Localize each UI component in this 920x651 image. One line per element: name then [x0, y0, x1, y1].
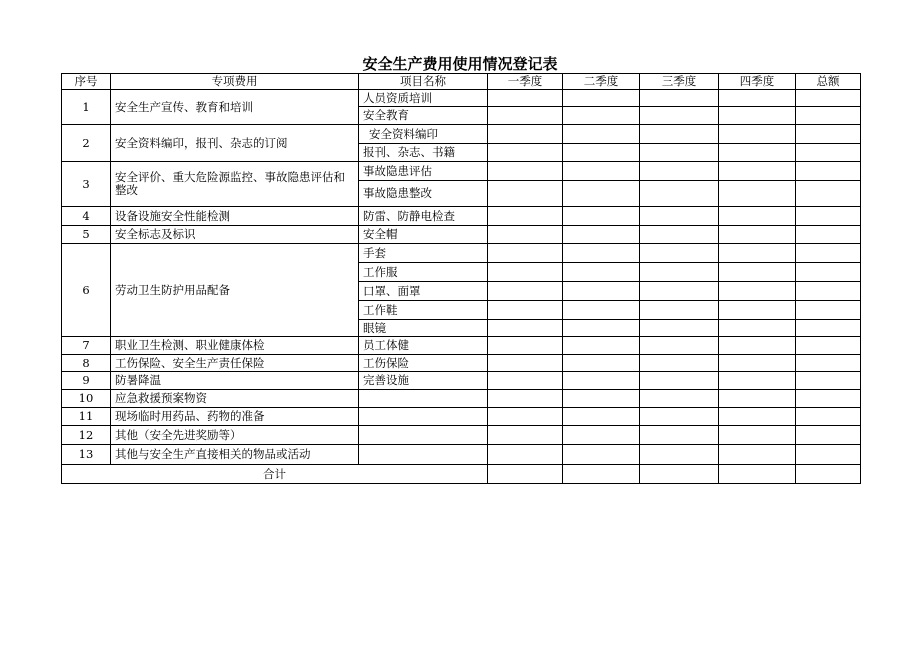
table-row	[62, 162, 861, 181]
total-q1[interactable]	[488, 465, 563, 484]
row-item: 人员资质培训	[359, 90, 488, 107]
amount-cell-q4[interactable]	[719, 445, 796, 465]
row-item: 防雷、防静电检查	[359, 207, 488, 226]
amount-cell-q1[interactable]	[488, 445, 563, 465]
amount-cell-total[interactable]	[796, 162, 861, 181]
amount-cell-q2[interactable]	[563, 125, 640, 144]
amount-cell-q2[interactable]	[563, 355, 640, 372]
amount-cell-q2[interactable]	[563, 162, 640, 181]
row-category: 职业卫生检测、职业健康体检	[111, 337, 359, 355]
amount-cell-q2[interactable]	[563, 426, 640, 445]
row-number: 6	[62, 244, 111, 337]
row-item: 手套	[359, 244, 488, 263]
amount-cell-q2[interactable]	[563, 263, 640, 282]
header-total: 总额	[796, 74, 861, 90]
amount-cell-q4[interactable]	[719, 372, 796, 390]
amount-cell-q1[interactable]	[488, 207, 563, 226]
amount-cell-q4[interactable]	[719, 107, 796, 125]
amount-cell-q3[interactable]	[640, 355, 719, 372]
table-row	[62, 125, 861, 144]
row-number: 9	[62, 372, 111, 390]
table-row	[62, 372, 861, 390]
amount-cell-total[interactable]	[796, 282, 861, 301]
amount-cell-total[interactable]	[796, 320, 861, 337]
amount-cell-q2[interactable]	[563, 207, 640, 226]
amount-cell-q1[interactable]	[488, 372, 563, 390]
amount-cell-q3[interactable]	[640, 144, 719, 162]
amount-cell-q2[interactable]	[563, 90, 640, 107]
row-item	[359, 445, 488, 465]
row-item: 事故隐患评估	[359, 162, 488, 181]
amount-cell-q2[interactable]	[563, 390, 640, 408]
header-row	[62, 74, 861, 90]
row-category: 安全评价、重大危险源监控、事故隐患评估和整改	[111, 162, 359, 207]
amount-cell-q4[interactable]	[719, 355, 796, 372]
table-row	[62, 408, 861, 426]
row-item: 安全资料编印	[359, 125, 488, 144]
amount-cell-q3[interactable]	[640, 107, 719, 125]
row-number: 7	[62, 337, 111, 355]
table-body	[62, 90, 861, 465]
amount-cell-total[interactable]	[796, 107, 861, 125]
row-number: 13	[62, 445, 111, 465]
row-item: 工作服	[359, 263, 488, 282]
amount-cell-q2[interactable]	[563, 144, 640, 162]
amount-cell-q4[interactable]	[719, 181, 796, 207]
header-q1: 一季度	[488, 74, 563, 90]
amount-cell-q2[interactable]	[563, 320, 640, 337]
amount-cell-q4[interactable]	[719, 144, 796, 162]
amount-cell-q1[interactable]	[488, 144, 563, 162]
amount-cell-q4[interactable]	[719, 90, 796, 107]
table-row	[62, 244, 861, 263]
amount-cell-total[interactable]	[796, 355, 861, 372]
amount-cell-total[interactable]	[796, 181, 861, 207]
row-number: 5	[62, 226, 111, 244]
amount-cell-q1[interactable]	[488, 244, 563, 263]
amount-cell-total[interactable]	[796, 244, 861, 263]
row-category: 应急救援预案物资	[111, 390, 359, 408]
row-item: 工作鞋	[359, 301, 488, 320]
table-row	[62, 90, 861, 107]
total-sum[interactable]	[796, 465, 861, 484]
amount-cell-q1[interactable]	[488, 355, 563, 372]
amount-cell-q1[interactable]	[488, 125, 563, 144]
row-category: 防暑降温	[111, 372, 359, 390]
amount-cell-total[interactable]	[796, 426, 861, 445]
row-category: 安全标志及标识	[111, 226, 359, 244]
amount-cell-q4[interactable]	[719, 320, 796, 337]
amount-cell-total[interactable]	[796, 301, 861, 320]
row-category: 现场临时用药品、药物的准备	[111, 408, 359, 426]
table-row	[62, 390, 861, 408]
amount-cell-q2[interactable]	[563, 372, 640, 390]
amount-cell-q3[interactable]	[640, 445, 719, 465]
row-item: 工伤保险	[359, 355, 488, 372]
amount-cell-q3[interactable]	[640, 162, 719, 181]
row-number: 8	[62, 355, 111, 372]
amount-cell-q3[interactable]	[640, 282, 719, 301]
amount-cell-total[interactable]	[796, 207, 861, 226]
amount-cell-q3[interactable]	[640, 263, 719, 282]
row-category: 其他与安全生产直接相关的物品或活动	[111, 445, 359, 465]
amount-cell-q4[interactable]	[719, 244, 796, 263]
row-category: 安全生产宣传、教育和培训	[111, 90, 359, 125]
amount-cell-total[interactable]	[796, 337, 861, 355]
amount-cell-q4[interactable]	[719, 207, 796, 226]
amount-cell-q3[interactable]	[640, 408, 719, 426]
amount-cell-q4[interactable]	[719, 125, 796, 144]
amount-cell-total[interactable]	[796, 125, 861, 144]
header-q4: 四季度	[719, 74, 796, 90]
amount-cell-q3[interactable]	[640, 337, 719, 355]
row-number: 1	[62, 90, 111, 125]
row-item: 完善设施	[359, 372, 488, 390]
amount-cell-q3[interactable]	[640, 181, 719, 207]
row-category: 劳动卫生防护用品配备	[111, 244, 359, 337]
amount-cell-q1[interactable]	[488, 390, 563, 408]
total-q2[interactable]	[563, 465, 640, 484]
amount-cell-q2[interactable]	[563, 408, 640, 426]
amount-cell-q2[interactable]	[563, 181, 640, 207]
row-item: 安全教育	[359, 107, 488, 125]
row-item: 员工体健	[359, 337, 488, 355]
table-row	[62, 226, 861, 244]
header-q2: 二季度	[563, 74, 640, 90]
row-number: 10	[62, 390, 111, 408]
header-seq: 序号	[62, 74, 111, 90]
total-q3[interactable]	[640, 465, 719, 484]
row-number: 4	[62, 207, 111, 226]
amount-cell-q1[interactable]	[488, 320, 563, 337]
amount-cell-q2[interactable]	[563, 244, 640, 263]
amount-cell-q4[interactable]	[719, 390, 796, 408]
row-item: 口罩、面罩	[359, 282, 488, 301]
row-category: 安全资料编印，报刊、杂志的订阅	[111, 125, 359, 162]
amount-cell-q1[interactable]	[488, 107, 563, 125]
amount-cell-q2[interactable]	[563, 301, 640, 320]
amount-cell-q2[interactable]	[563, 226, 640, 244]
amount-cell-q3[interactable]	[640, 90, 719, 107]
amount-cell-q4[interactable]	[719, 263, 796, 282]
amount-cell-q1[interactable]	[488, 226, 563, 244]
amount-cell-q3[interactable]	[640, 390, 719, 408]
expense-table	[61, 73, 861, 484]
total-row	[62, 465, 861, 484]
amount-cell-q3[interactable]	[640, 301, 719, 320]
row-item: 事故隐患整改	[359, 181, 488, 207]
amount-cell-q2[interactable]	[563, 445, 640, 465]
amount-cell-q3[interactable]	[640, 244, 719, 263]
amount-cell-q4[interactable]	[719, 301, 796, 320]
table-row	[62, 355, 861, 372]
row-number: 12	[62, 426, 111, 445]
amount-cell-total[interactable]	[796, 144, 861, 162]
amount-cell-q4[interactable]	[719, 282, 796, 301]
amount-cell-q1[interactable]	[488, 301, 563, 320]
row-item	[359, 426, 488, 445]
amount-cell-q4[interactable]	[719, 408, 796, 426]
amount-cell-q1[interactable]	[488, 337, 563, 355]
amount-cell-q2[interactable]	[563, 282, 640, 301]
header-item: 项目名称	[359, 74, 488, 90]
row-item: 安全帽	[359, 226, 488, 244]
row-category: 工伤保险、安全生产责任保险	[111, 355, 359, 372]
amount-cell-q1[interactable]	[488, 426, 563, 445]
amount-cell-q3[interactable]	[640, 207, 719, 226]
amount-cell-total[interactable]	[796, 390, 861, 408]
amount-cell-total[interactable]	[796, 263, 861, 282]
row-item	[359, 408, 488, 426]
amount-cell-q4[interactable]	[719, 426, 796, 445]
row-item: 眼镜	[359, 320, 488, 337]
amount-cell-total[interactable]	[796, 90, 861, 107]
page-title: 安全生产费用使用情况登记表	[362, 55, 558, 73]
amount-cell-q1[interactable]	[488, 162, 563, 181]
amount-cell-total[interactable]	[796, 445, 861, 465]
amount-cell-q2[interactable]	[563, 107, 640, 125]
row-category: 其他（安全先进奖励等）	[111, 426, 359, 445]
table-row	[62, 207, 861, 226]
row-number: 3	[62, 162, 111, 207]
amount-cell-q3[interactable]	[640, 372, 719, 390]
amount-cell-q2[interactable]	[563, 337, 640, 355]
amount-cell-q3[interactable]	[640, 226, 719, 244]
row-item: 报刊、杂志、书籍	[359, 144, 488, 162]
amount-cell-q3[interactable]	[640, 426, 719, 445]
header-q3: 三季度	[640, 74, 719, 90]
amount-cell-q1[interactable]	[488, 181, 563, 207]
total-label: 合计	[62, 465, 488, 484]
amount-cell-total[interactable]	[796, 372, 861, 390]
total-q4[interactable]	[719, 465, 796, 484]
amount-cell-q1[interactable]	[488, 263, 563, 282]
amount-cell-q3[interactable]	[640, 320, 719, 337]
table-row	[62, 445, 861, 465]
amount-cell-total[interactable]	[796, 226, 861, 244]
row-number: 11	[62, 408, 111, 426]
row-category: 设备设施安全性能检测	[111, 207, 359, 226]
row-number: 2	[62, 125, 111, 162]
amount-cell-q1[interactable]	[488, 90, 563, 107]
amount-cell-total[interactable]	[796, 408, 861, 426]
table-row	[62, 426, 861, 445]
amount-cell-q3[interactable]	[640, 125, 719, 144]
table-row	[62, 337, 861, 355]
row-item	[359, 390, 488, 408]
amount-cell-q4[interactable]	[719, 226, 796, 244]
header-category: 专项费用	[111, 74, 359, 90]
amount-cell-q4[interactable]	[719, 162, 796, 181]
amount-cell-q1[interactable]	[488, 408, 563, 426]
amount-cell-q4[interactable]	[719, 337, 796, 355]
amount-cell-q1[interactable]	[488, 282, 563, 301]
